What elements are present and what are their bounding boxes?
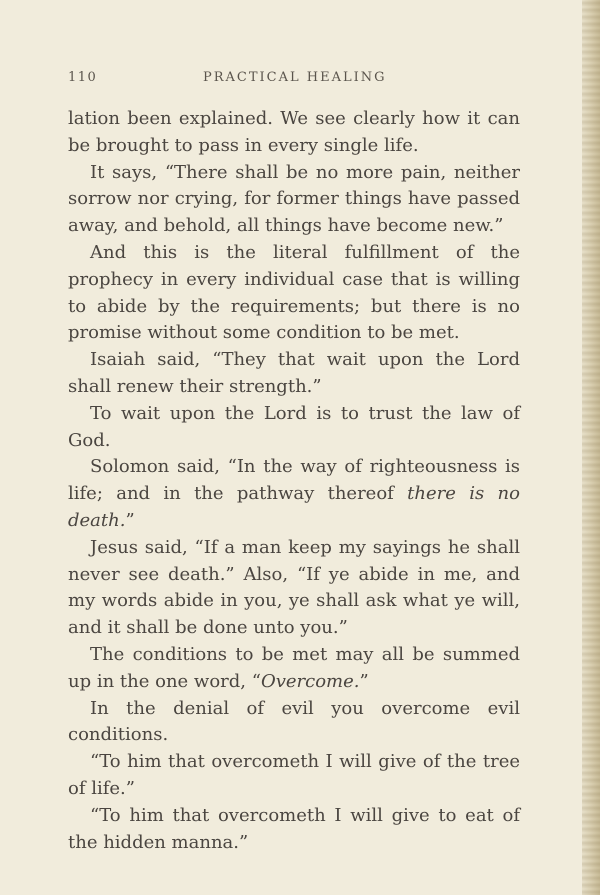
paragraph-text: Isaiah said, “They that wait upon the Lord shall renew their strength.” — [68, 349, 520, 397]
running-head: PRACTICAL HEALING — [203, 70, 387, 85]
body-text — [68, 106, 520, 856]
paragraph-6 — [68, 454, 520, 534]
paragraph-text: It says, “There shall be no more pain, neither sorrow nor crying, for former things have passed away, and behold, all things have become new.” — [68, 161, 520, 237]
paragraph-5 — [68, 401, 520, 455]
page-number: 110 — [68, 70, 98, 85]
paragraph-text: And this is the literal fulfillment of the prophecy in every individual case that is willing to abide by the requirements; but there is no promise without some condition to be met. — [68, 241, 520, 344]
paragraph-text: Jesus said, “If a man keep my sayings he shall never see death.” Also, “If ye abide in me, and my words abide in you, ye shall ask what ye will, and it shall be done unto you.” — [68, 536, 520, 639]
paragraph-text: The conditions to be met may all be summed up in the one word, “ — [68, 643, 520, 692]
italic-text: there is no death. — [68, 483, 520, 531]
paragraph-text: Solomon said, “In the way of righteousness is life; and in the pathway thereof — [68, 456, 520, 505]
paragraph-text: In the denial of evil you overcome evil conditions. — [68, 697, 520, 746]
paragraph-9 — [68, 696, 520, 750]
page-edge — [582, 0, 600, 895]
paragraph-text: lation been explained. We see clearly how it can be brought to pass in every single life. — [68, 108, 520, 156]
paragraph-1 — [68, 106, 520, 160]
paragraph-2 — [68, 160, 520, 240]
paragraph-text: To wait upon the Lord is to trust the law of God. — [68, 402, 520, 451]
paragraph-4 — [68, 347, 520, 401]
paragraph-text: ” — [359, 670, 369, 692]
paragraph-text: “To him that overcometh I will give to eat of the hidden manna.” — [68, 804, 520, 853]
paragraph-11 — [68, 803, 520, 857]
paragraph-3 — [68, 240, 520, 347]
paragraph-7 — [68, 535, 520, 642]
paragraph-text: “To him that overcometh I will give of the tree of life.” — [68, 751, 520, 799]
italic-text: Overcome. — [260, 670, 360, 692]
paragraph-10 — [68, 749, 520, 803]
page-header — [68, 70, 520, 90]
paragraph-8 — [68, 642, 520, 696]
paragraph-text: ” — [125, 509, 135, 531]
